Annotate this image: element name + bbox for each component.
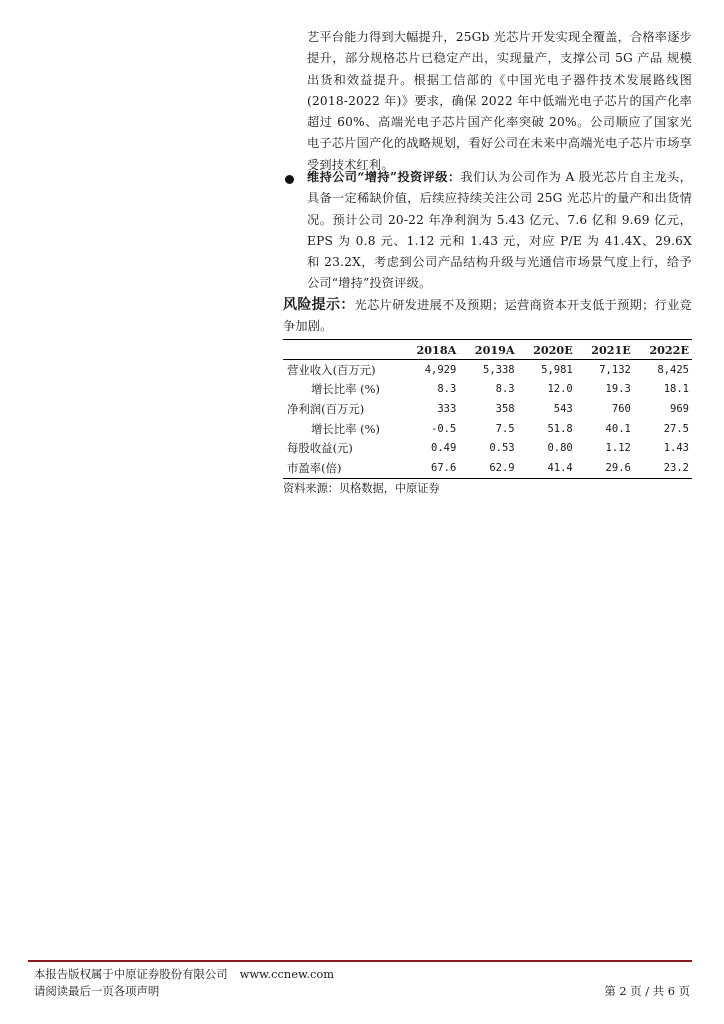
row-label: 净利润(百万元): [287, 401, 365, 416]
table-row: [283, 458, 692, 478]
table-cell: 8,425: [657, 363, 689, 376]
footer-website-link[interactable]: www.ccnew.com: [239, 967, 335, 981]
bullet-icon: [283, 170, 295, 182]
table-row: [283, 380, 692, 400]
table-row: [283, 360, 692, 380]
table-cell: 5,981: [541, 363, 573, 376]
table-cell: 51.8: [547, 422, 573, 435]
rating-paragraph: [307, 167, 692, 295]
table-cell: 543: [553, 402, 573, 415]
table-cell: 1.12: [605, 442, 631, 455]
table-cell: 27.5: [663, 422, 689, 435]
analysis-paragraph: 艺平台能力得到大幅提升，25Gb 光芯片开发实现全覆盖，合格率逐步提升，部分规格芯片已稳定产出，实现量产，支撑公司 5G 产品 规模出货和效益提升。根据工信部的《中国光电子器件技术发展路线图(2018-2022 年)》要求，确保 2022 年中低端光电子芯片的国产化率超过 60%、高端光电子芯片国产化率突破 20%。公司顺应了国家光电子芯片国产化的战略规划，看好公司在未来中高端光电子芯片市场享受到技术红利。: [307, 30, 692, 172]
table-cell: 0.49: [431, 442, 457, 455]
table-cell: 40.1: [605, 422, 631, 435]
financial-forecast-table: [283, 339, 692, 479]
table-cell: 18.1: [663, 383, 689, 396]
table-cell: 12.0: [547, 383, 573, 396]
row-label: 市盈率(倍): [283, 458, 401, 478]
footer-left: [34, 966, 334, 1000]
table-cell: 8.3: [437, 383, 457, 396]
table-cell: 41.4: [518, 458, 576, 478]
page-number: 第 2 页 / 共 6 页: [604, 984, 690, 998]
table-cell: 4,929: [424, 363, 457, 376]
table-cell: 333: [437, 402, 457, 415]
table-row: [283, 399, 692, 419]
row-label: 增长比率 (%): [311, 382, 380, 397]
table-cell: 67.6: [401, 458, 459, 478]
footer-disclaimer: 请阅读最后一页各项声明: [34, 984, 160, 998]
rating-heading: 维持公司“增持”投资评级：: [307, 170, 461, 184]
table-source-note: 资料来源：贝格数据，中原证券: [283, 482, 440, 495]
table-cell: 23.2: [634, 458, 692, 478]
footer-copyright: 本报告版权属于中原证券股份有限公司: [34, 967, 228, 981]
table-cell: 0.53: [489, 442, 515, 455]
table-cell: 0.80: [547, 442, 573, 455]
table-cell: 7.5: [495, 422, 515, 435]
table-row: [283, 419, 692, 439]
table-cell: 7,132: [599, 363, 631, 376]
table-header-cell: 2021E: [576, 340, 634, 360]
rating-text: 我们认为公司作为 A 股光芯片自主龙头，具备一定稀缺价值，后续应持续关注公司 25G 光芯片的量产和出货情况。预计公司 20-22 年净利润为 5.43 亿元、7.6 亿和 9.69 亿元，EPS 为 0.8 元、1.12 元和 1.43 元，对应 P/E 为 41.4X、29.6X 和 23.2X，考虑到公司产品结构升级与光通信市场景气度上行，给予公司“增持”投资评级。: [307, 170, 692, 291]
table-header-cell: 2018A: [401, 340, 459, 360]
row-label: 营业收入(百万元): [287, 362, 376, 377]
table-row: [283, 438, 692, 458]
table-cell: 969: [670, 402, 689, 415]
table-cell: 19.3: [605, 383, 631, 396]
row-label: 增长比率 (%): [311, 421, 380, 436]
risk-paragraph: [283, 295, 692, 336]
risk-text: 光芯片研发进展不及预期；运营商资本开支低于预期；行业竞争加剧。: [283, 298, 693, 333]
table-cell: 1.43: [663, 442, 689, 455]
table-cell: -0.5: [431, 422, 457, 435]
table-header-row: [283, 340, 692, 360]
table-cell: 5,338: [483, 363, 515, 376]
table-header-cell: 2020E: [518, 340, 576, 360]
table-header-cell: [283, 340, 401, 360]
row-label: 每股收益(元): [287, 441, 353, 456]
table-cell: 358: [495, 402, 515, 415]
table-header-cell: 2022E: [634, 340, 692, 360]
table-cell: 62.9: [459, 458, 517, 478]
risk-heading: 风险提示：: [283, 297, 355, 313]
table-cell: 760: [611, 402, 631, 415]
footer-divider: [28, 960, 692, 962]
table-header-cell: 2019A: [459, 340, 517, 360]
table-cell: 8.3: [495, 383, 515, 396]
table-cell: 29.6: [576, 458, 634, 478]
